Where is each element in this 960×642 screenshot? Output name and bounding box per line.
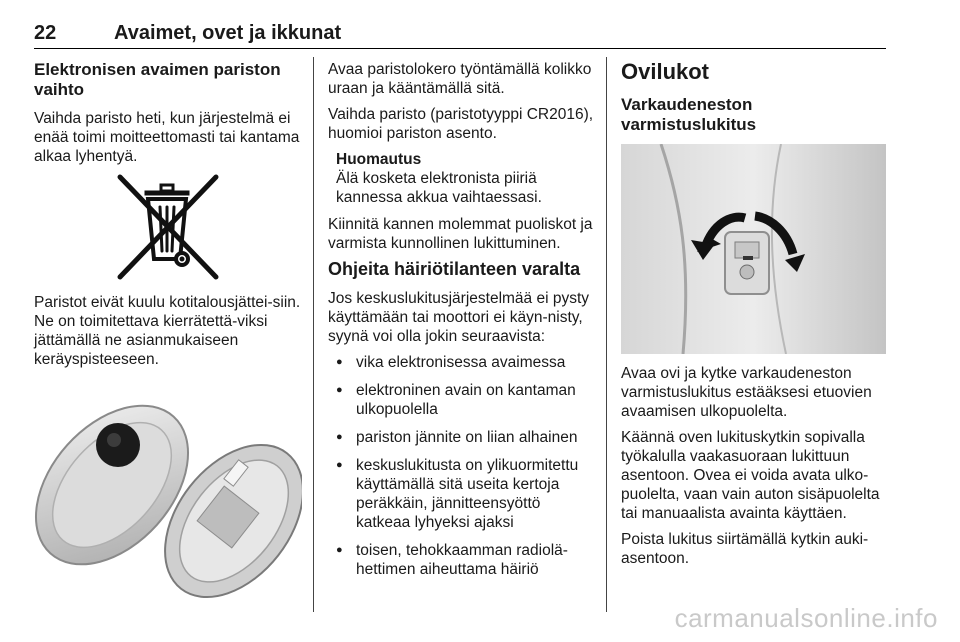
section-title: Ovilukot (621, 59, 710, 84)
door-lock-switch-figure (621, 144, 886, 354)
paragraph: Avaa paristolokero työntämällä kolikko uraan ja kääntämällä sitä. (328, 61, 592, 97)
watermark: carmanualsonline.info (674, 603, 938, 633)
list-item: ● toisen, tehokkaamman radiolä-hettimen aiheuttama häiriö (328, 541, 594, 579)
paragraph: Kiinnitä kannen molemmat puoliskot ja varmista kunnollinen lukittuminen. (328, 216, 593, 252)
key-fob-battery-figure (34, 377, 302, 602)
paragraph: Avaa ovi ja kytke varkaudeneston varmistuslukitus estääksesi etuovien avaamisen ulkopuolelta. (621, 365, 872, 420)
paragraph: Poista lukitus siirtämällä kytkin auki-asentoon. (621, 531, 869, 567)
list-item: ● vika elektronisessa avaimessa (328, 353, 594, 372)
paragraph: Jos keskuslukitusjärjestelmää ei pysty käyttämään tai moottori ei käyn-nisty, syynä voi olla jokin seuraavista: (328, 290, 590, 345)
column-2 (328, 60, 594, 588)
paragraph: Käännä oven lukituskytkin sopivalla työkalulla vaakasuoraan lukittuun asentoon. Ovea ei voida avata ulko-puolelta, vaan vain auton sisäpuolelta tai manuaalista avainta käyttäen. (621, 429, 880, 522)
note-box (328, 150, 594, 207)
section-heading: Ohjeita häiriötilanteen varalta (328, 259, 581, 279)
subheading: Varkaudeneston varmistuslukitus (621, 95, 757, 134)
bullet-list (328, 353, 594, 579)
paragraph: Vaihda paristo (paristotyyppi CR2016), huomioi pariston asento. (328, 106, 594, 142)
page-number: 22 (34, 22, 57, 44)
crossed-out-bin-icon (34, 173, 302, 283)
column-divider (606, 57, 607, 612)
column-divider (313, 57, 314, 612)
note-title: Huomautus (336, 151, 422, 168)
list-item: ● pariston jännite on liian alhainen (328, 428, 594, 447)
list-item: ● keskuslukitusta on ylikuormitettu käyttämällä sitä useita kertoja peräkkäin, jännitteensyöttö katkeaa lyhyeksi ajaksi (328, 456, 594, 532)
note-text: Älä kosketa elektronista piiriä kannessa akkua vaihtaessasi. (336, 170, 542, 206)
column-1 (34, 60, 302, 602)
list-item: ● elektroninen avain on kantaman ulkopuolella (328, 381, 594, 419)
paragraph: Vaihda paristo heti, kun järjestelmä ei enää toimi moitteettomasti tai kantama alkaa lyhentyä. (34, 110, 300, 165)
column-3 (621, 60, 886, 575)
page-header (34, 18, 886, 49)
section-heading: Elektronisen avaimen pariston vaihto (34, 60, 281, 99)
chapter-title: Avaimet, ovet ja ikkunat (114, 22, 342, 44)
paragraph: Paristot eivät kuulu kotitalousjättei-siin. Ne on toimitettava kierrätettä-viksi jättämällä ne asianmukaiseen keräyspisteeseen. (34, 294, 301, 368)
